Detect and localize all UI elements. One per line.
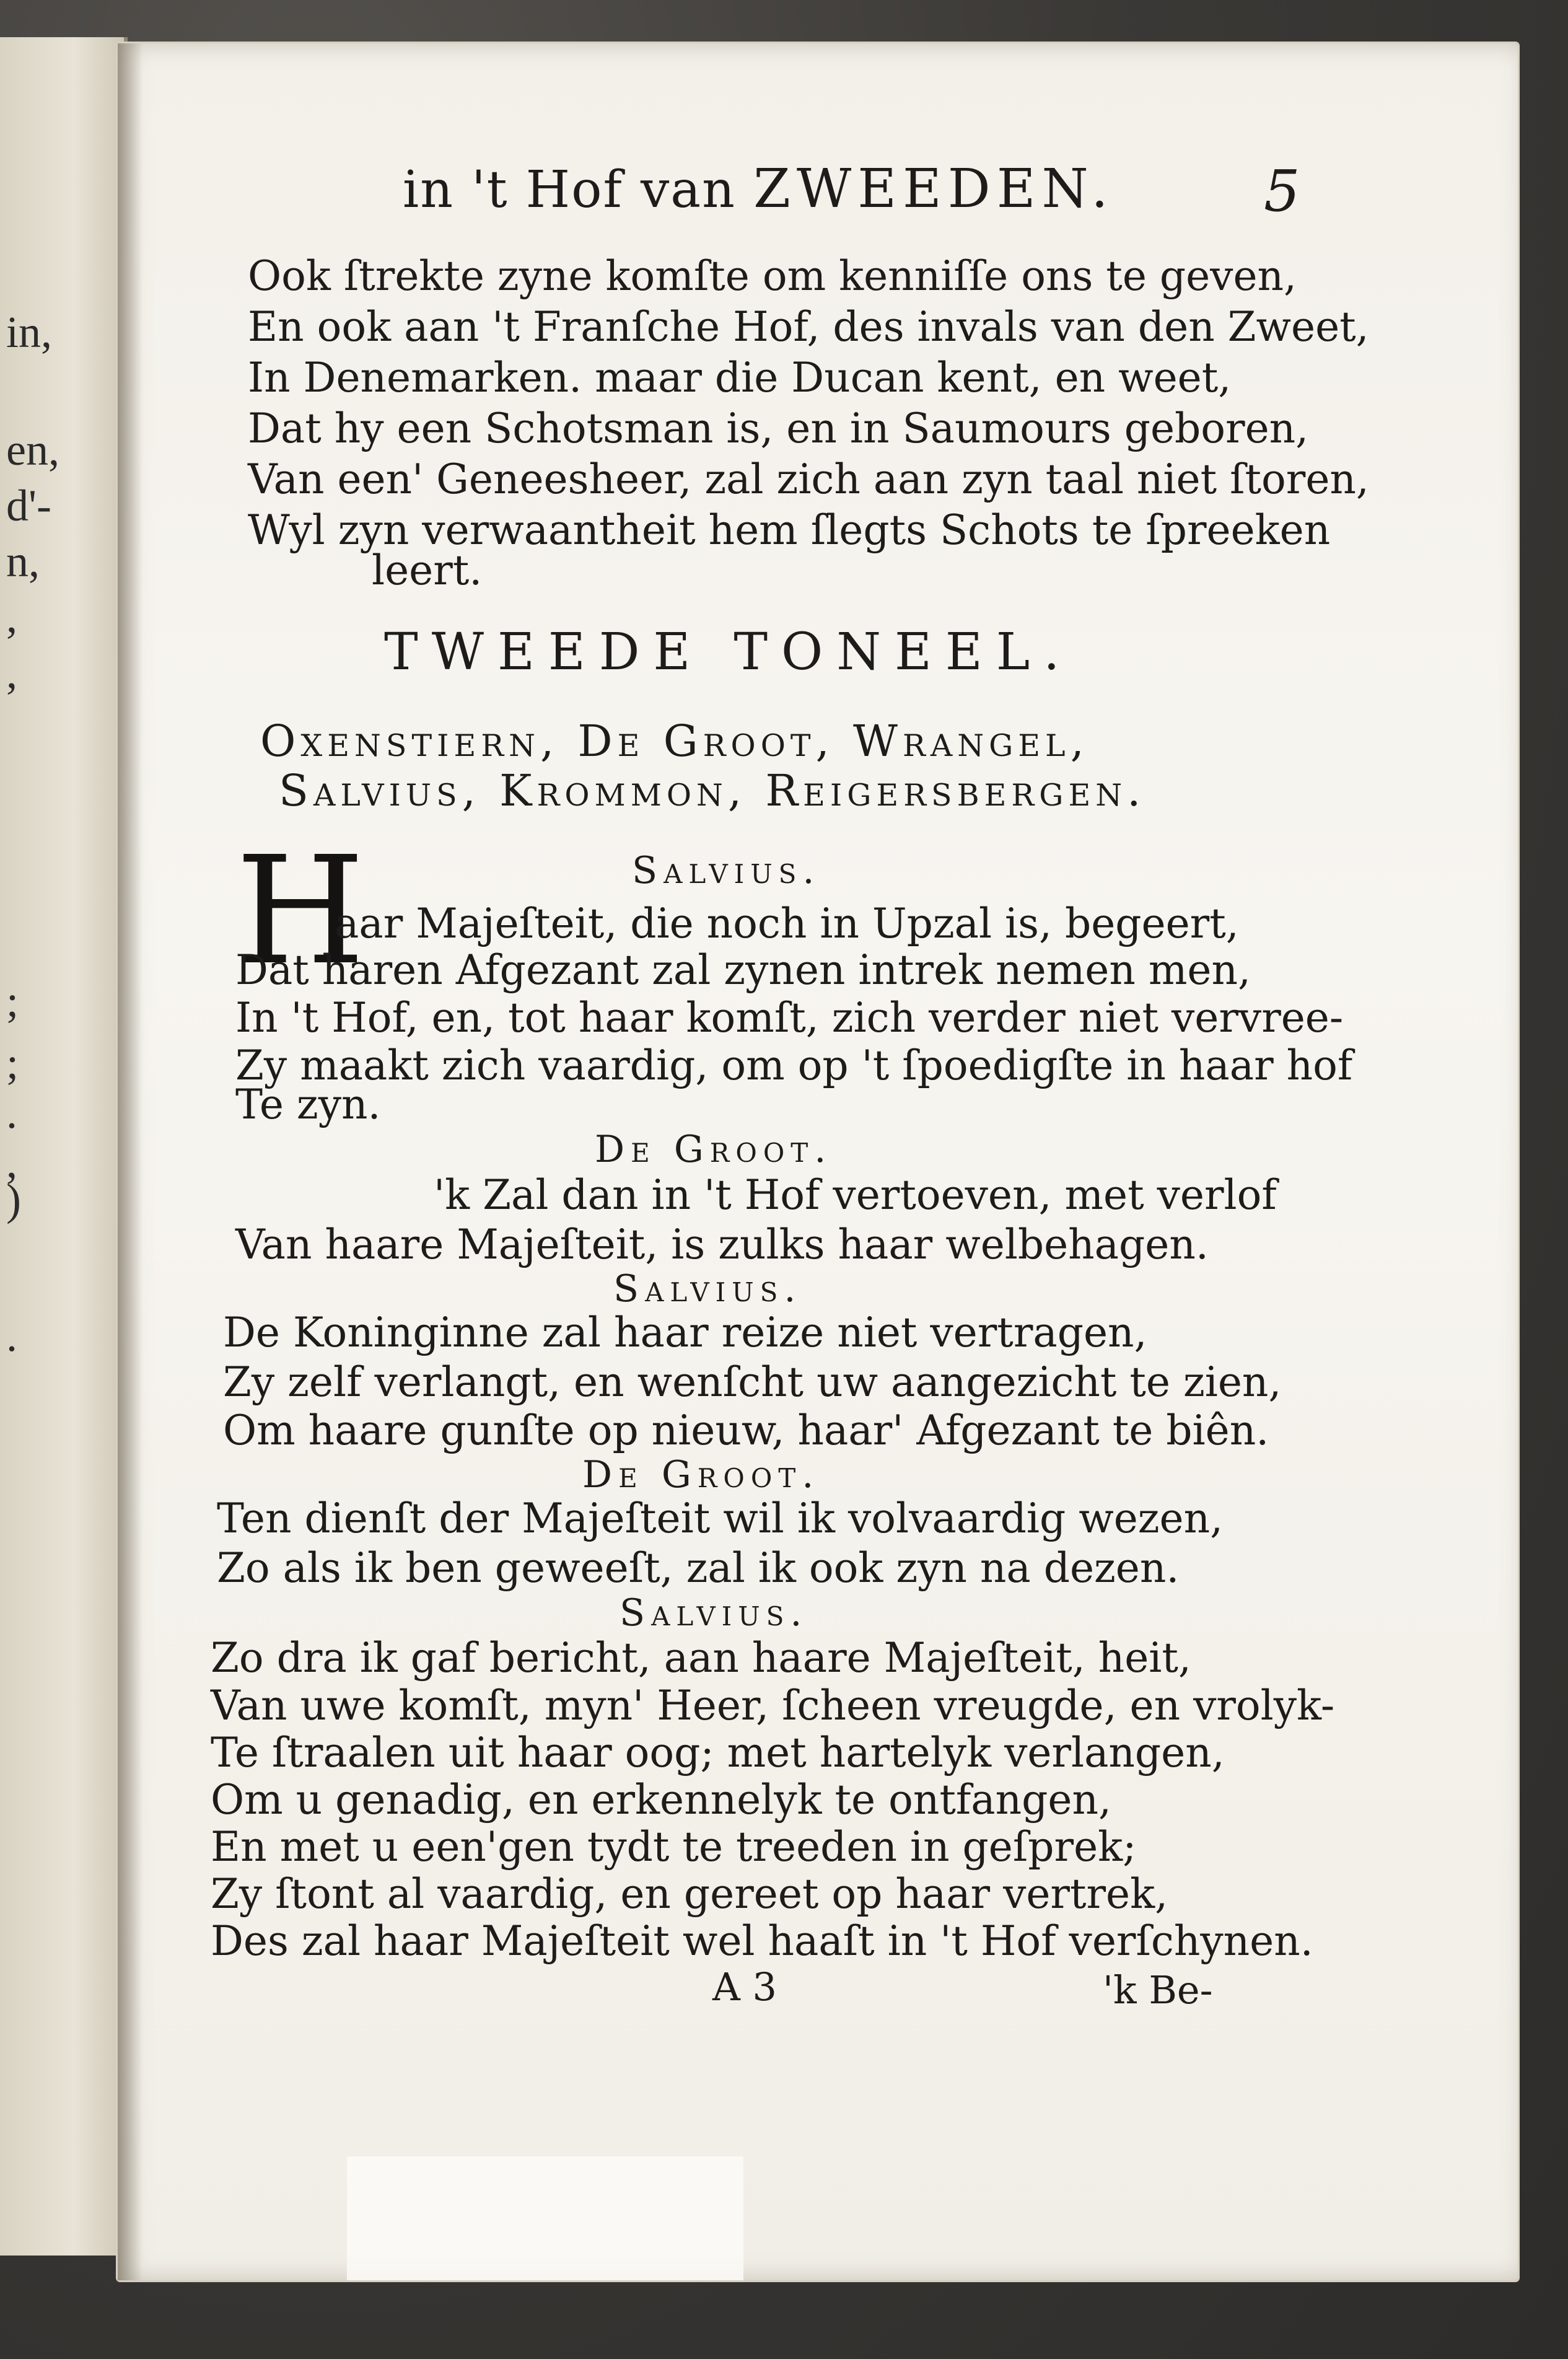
left-page-fragment: en,	[6, 425, 59, 475]
verse-line: Om haare gunſte op nieuw, haar' Afgezant te biên.	[223, 1407, 1269, 1454]
signature-mark: A 3	[712, 1964, 777, 2010]
paper-slip	[347, 2156, 743, 2280]
verse-line: Wyl zyn verwaantheit hem ſlegts Schots te ſpreeken	[248, 506, 1331, 554]
verse-line: aar Majeſteit, die noch in Upzal is, begeert,	[335, 900, 1239, 947]
verse-line: Ook ſtrekte zyne komſte om kenniſſe ons te geven,	[248, 252, 1297, 300]
verse-line: Zy maakt zich vaardig, om op 't ſpoedigſte in haar hof	[235, 1042, 1353, 1089]
verse-line: Zy ſtont al vaardig, en gereet op haar vertrek,	[211, 1870, 1168, 1918]
dramatis-personae-line: Oxenstiern, De Groot, Wrangel,	[260, 716, 1089, 767]
left-page-fragment: d'-	[6, 481, 51, 530]
left-page-fragment: ,	[6, 592, 17, 642]
catchword: 'k Be-	[1103, 1967, 1213, 2013]
speaker-name: De Groot.	[595, 1128, 833, 1171]
speaker-name: Salvius.	[613, 1267, 802, 1311]
left-page-fragment: in,	[6, 307, 53, 357]
verse-line: En met u een'gen tydt te treeden in geſprek;	[211, 1823, 1137, 1871]
page-gutter-shadow	[118, 43, 142, 2280]
left-facing-page	[0, 37, 128, 2256]
verse-line: Van haare Majeſteit, is zulks haar welbehagen.	[235, 1221, 1209, 1268]
verse-line: De Koninginne zal haar reize niet vertragen,	[223, 1309, 1147, 1356]
dramatis-personae-line: Salvius, Krommon, Reigersbergen.	[279, 765, 1146, 816]
verse-line-turnover: leert.	[372, 547, 483, 594]
verse-line: In 't Hof, en, tot haar komſt, zich verder niet vervree-	[235, 994, 1344, 1042]
speaker-name: De Groot.	[582, 1453, 820, 1496]
verse-line: Van een' Geneesheer, zal zich aan zyn taal niet ſtoren,	[248, 455, 1369, 503]
verse-line: Ten dienſt der Majeſteit wil ik volvaardig wezen,	[217, 1495, 1224, 1542]
verse-line: Dat haren Afgezant zal zynen intrek nemen men,	[235, 946, 1251, 994]
left-page-fragment: )	[6, 1175, 21, 1224]
running-header	[403, 158, 1115, 220]
speaker-name: Salvius.	[620, 1591, 808, 1635]
verse-line: Zo als ik ben geweeſt, zal ik ook zyn na dezen.	[217, 1544, 1180, 1592]
speaker-name: Salvius.	[632, 849, 821, 892]
verse-line: Te ſtraalen uit haar oog; met hartelyk verlangen,	[211, 1729, 1225, 1777]
verse-line: Zo dra ik gaf bericht, aan haare Majeſteit, heit,	[211, 1634, 1191, 1682]
verse-line: Te zyn.	[235, 1081, 381, 1128]
left-page-fragment: ;	[6, 1039, 19, 1088]
header-prefix: in 't Hof van	[403, 160, 736, 219]
left-page-fragment: ,	[6, 648, 17, 698]
scene-title: TWEEDE TONEEL.	[384, 623, 1074, 682]
left-page-fragment: .	[6, 1311, 17, 1361]
page-number: 5	[1264, 158, 1300, 224]
verse-line: Zy zelf verlangt, en wenſcht uw aangezicht te zien,	[223, 1358, 1282, 1406]
left-page-fragment: ,	[6, 1138, 17, 1187]
verse-line: Des zal haar Majeſteit wel haaſt in 't Hof verſchynen.	[211, 1917, 1313, 1965]
left-page-fragment: ;	[6, 977, 19, 1026]
verse-line: Dat hy een Schotsman is, en in Saumours geboren,	[248, 405, 1309, 452]
verse-line: En ook aan 't Franſche Hof, des invals van den Zweet,	[248, 303, 1369, 351]
left-page-fragment: n,	[6, 537, 40, 586]
drop-capital: H	[235, 824, 366, 998]
verse-line: Van uwe komſt, myn' Heer, ſcheen vreugde, en vrolyk-	[211, 1682, 1335, 1729]
header-title: ZWEEDEN.	[753, 158, 1115, 220]
verse-line: 'k Zal dan in 't Hof vertoeven, met verlof	[434, 1171, 1277, 1219]
verse-line: In Denemarken. maar die Ducan kent, en weet,	[248, 354, 1232, 402]
left-page-fragment: .	[6, 1088, 17, 1138]
verse-line: Om u genadig, en erkennelyk te ontfangen,	[211, 1776, 1111, 1824]
